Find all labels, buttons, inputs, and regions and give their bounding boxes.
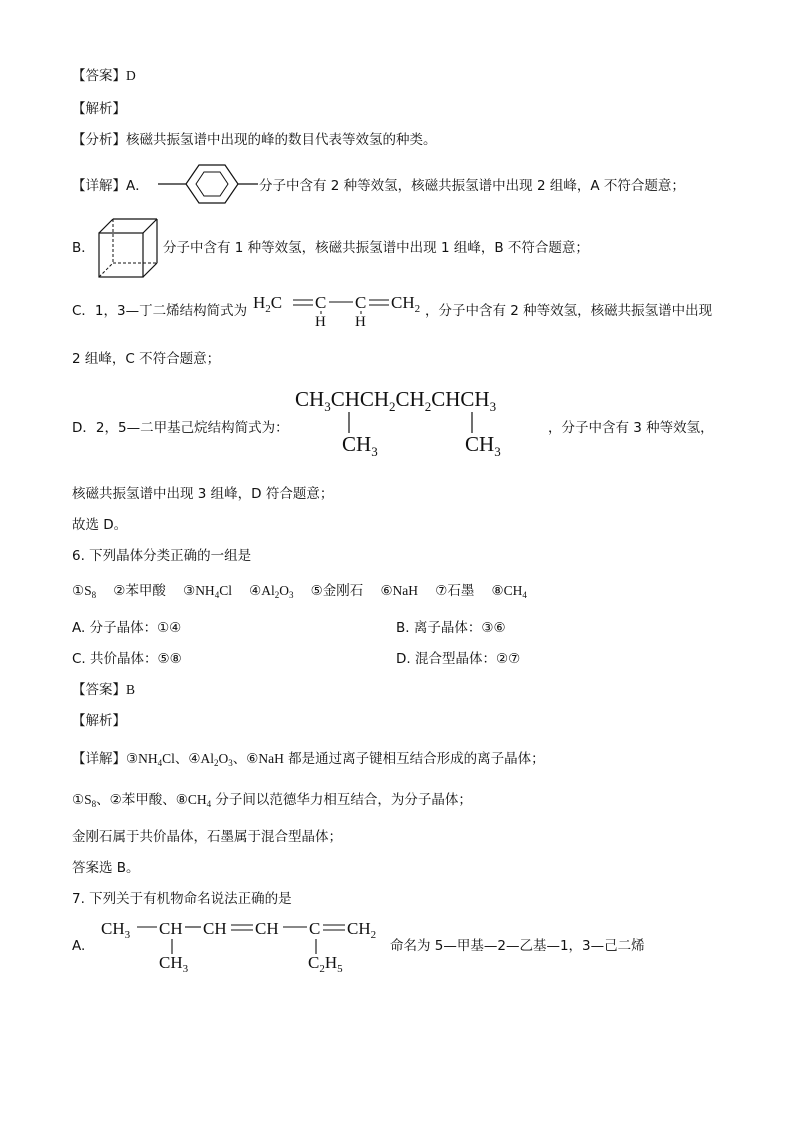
question-7-stem: 7. 下列关于有机物命名说法正确的是 bbox=[72, 891, 292, 907]
detail-d-text: ，分子中含有 3 种等效氢， bbox=[548, 420, 714, 436]
svg-text:CH: CH bbox=[159, 919, 183, 938]
option-6c: C. 共价晶体：⑤⑧ bbox=[72, 651, 182, 667]
svg-text:CH3: $CH_3$ bbox=[101, 919, 131, 941]
svg-text:C: C bbox=[315, 293, 327, 312]
answer-value: D bbox=[126, 68, 136, 83]
detail-a-prefix: 【详解】A． bbox=[72, 178, 149, 194]
detail-a-text: 分子中含有 2 种等效氢，核磁共振氢谱中出现 2 组峰，A 不符合题意； bbox=[259, 178, 685, 194]
svg-text:CH3CHCH2CH2CHCH3: $CH_3CHCH_2CH_2CHCH_3$ bbox=[295, 387, 497, 414]
svg-text:CH3: $CH_3$ bbox=[159, 953, 189, 975]
detail-c-prefix: C．1，3—丁二烯结构简式为 bbox=[72, 303, 248, 319]
answer-tag: 【答案】 bbox=[72, 68, 126, 84]
detail-d-cont: 核磁共振氢谱中出现 3 组峰，D 符合题意； bbox=[72, 486, 334, 502]
analysis-line-q5: 【分析】核磁共振氢谱中出现的峰的数目代表等效氢的种类。 bbox=[72, 132, 437, 148]
detail-c-cont: 2 组峰，C 不符合题意； bbox=[72, 351, 221, 367]
detail-d-prefix: D．2，5—二甲基己烷结构简式为： bbox=[72, 420, 289, 436]
svg-text:H2C: $H_2C$ bbox=[253, 293, 283, 315]
detail-b-text: 分子中含有 1 种等效氢，核磁共振氢谱中出现 1 组峰，B 不符合题意； bbox=[163, 240, 589, 256]
answer-line-q5 bbox=[72, 67, 136, 85]
option-6b: B. 离子晶体：③⑥ bbox=[396, 620, 506, 636]
butadiene-structure bbox=[253, 290, 425, 328]
svg-text:H: H bbox=[355, 314, 366, 330]
conclusion-q6: 答案选 B。 bbox=[72, 860, 140, 876]
svg-text:C: C bbox=[355, 293, 367, 312]
svg-text:CH2: $CH_2$ bbox=[391, 293, 421, 315]
benzene-structure-icon bbox=[158, 161, 258, 207]
question-6-items: $①S_8$ ②苯甲酸 $③NH_4Cl$ $④Al_2O_3$ ⑤金刚石 ⑥NaH ⑦石墨 $⑧CH_4$ bbox=[72, 583, 527, 600]
answer-line-q6: 【答案】B bbox=[72, 682, 136, 698]
svg-text:H: H bbox=[315, 314, 326, 330]
q7a-structure bbox=[101, 914, 386, 974]
svg-text:CH: CH bbox=[203, 919, 227, 938]
svg-text:CH: CH bbox=[255, 919, 279, 938]
svg-text:CH2: $CH_2$ bbox=[347, 919, 377, 941]
conclusion-q5: 故选 D。 bbox=[72, 517, 128, 533]
option-7a-text: 命名为 5—甲基—2—乙基—1，3—己二烯 bbox=[390, 938, 645, 954]
question-6-stem: 6. 下列晶体分类正确的一组是 bbox=[72, 548, 252, 564]
option-6d: D. 混合型晶体：②⑦ bbox=[396, 651, 521, 667]
dimethylhexane-structure bbox=[295, 382, 545, 460]
analysis-tag-q5: 【解析】 bbox=[72, 101, 126, 117]
detail-q6-line3: 金刚石属于共价晶体，石墨属于混合型晶体； bbox=[72, 829, 342, 845]
detail-b-prefix: B． bbox=[72, 240, 95, 256]
option-7a-prefix: A. bbox=[72, 938, 86, 954]
svg-text:CH3: $CH_3$ bbox=[342, 432, 378, 459]
detail-q6-line2: $①S_8$、②苯甲酸、$⑧CH_4$ 分子间以范德华力相互结合，为分子晶体； bbox=[72, 792, 472, 809]
detail-c-text: ，分子中含有 2 种等效氢，核磁共振氢谱中出现 bbox=[425, 303, 713, 319]
cubane-structure-icon bbox=[97, 217, 161, 279]
analysis-tag-q6: 【解析】 bbox=[72, 713, 126, 729]
svg-text:C2H5: $C_2H_5$ bbox=[308, 953, 343, 975]
detail-q6-line1: 【详解】$③NH_4Cl$、$④Al_2O_3$、⑥NaH 都是通过离子键相互结合形成的离子晶体； bbox=[72, 751, 545, 768]
svg-text:CH3: $CH_3$ bbox=[465, 432, 501, 459]
option-6a: A. 分子晶体：①④ bbox=[72, 620, 182, 636]
svg-text:C: C bbox=[309, 919, 321, 938]
